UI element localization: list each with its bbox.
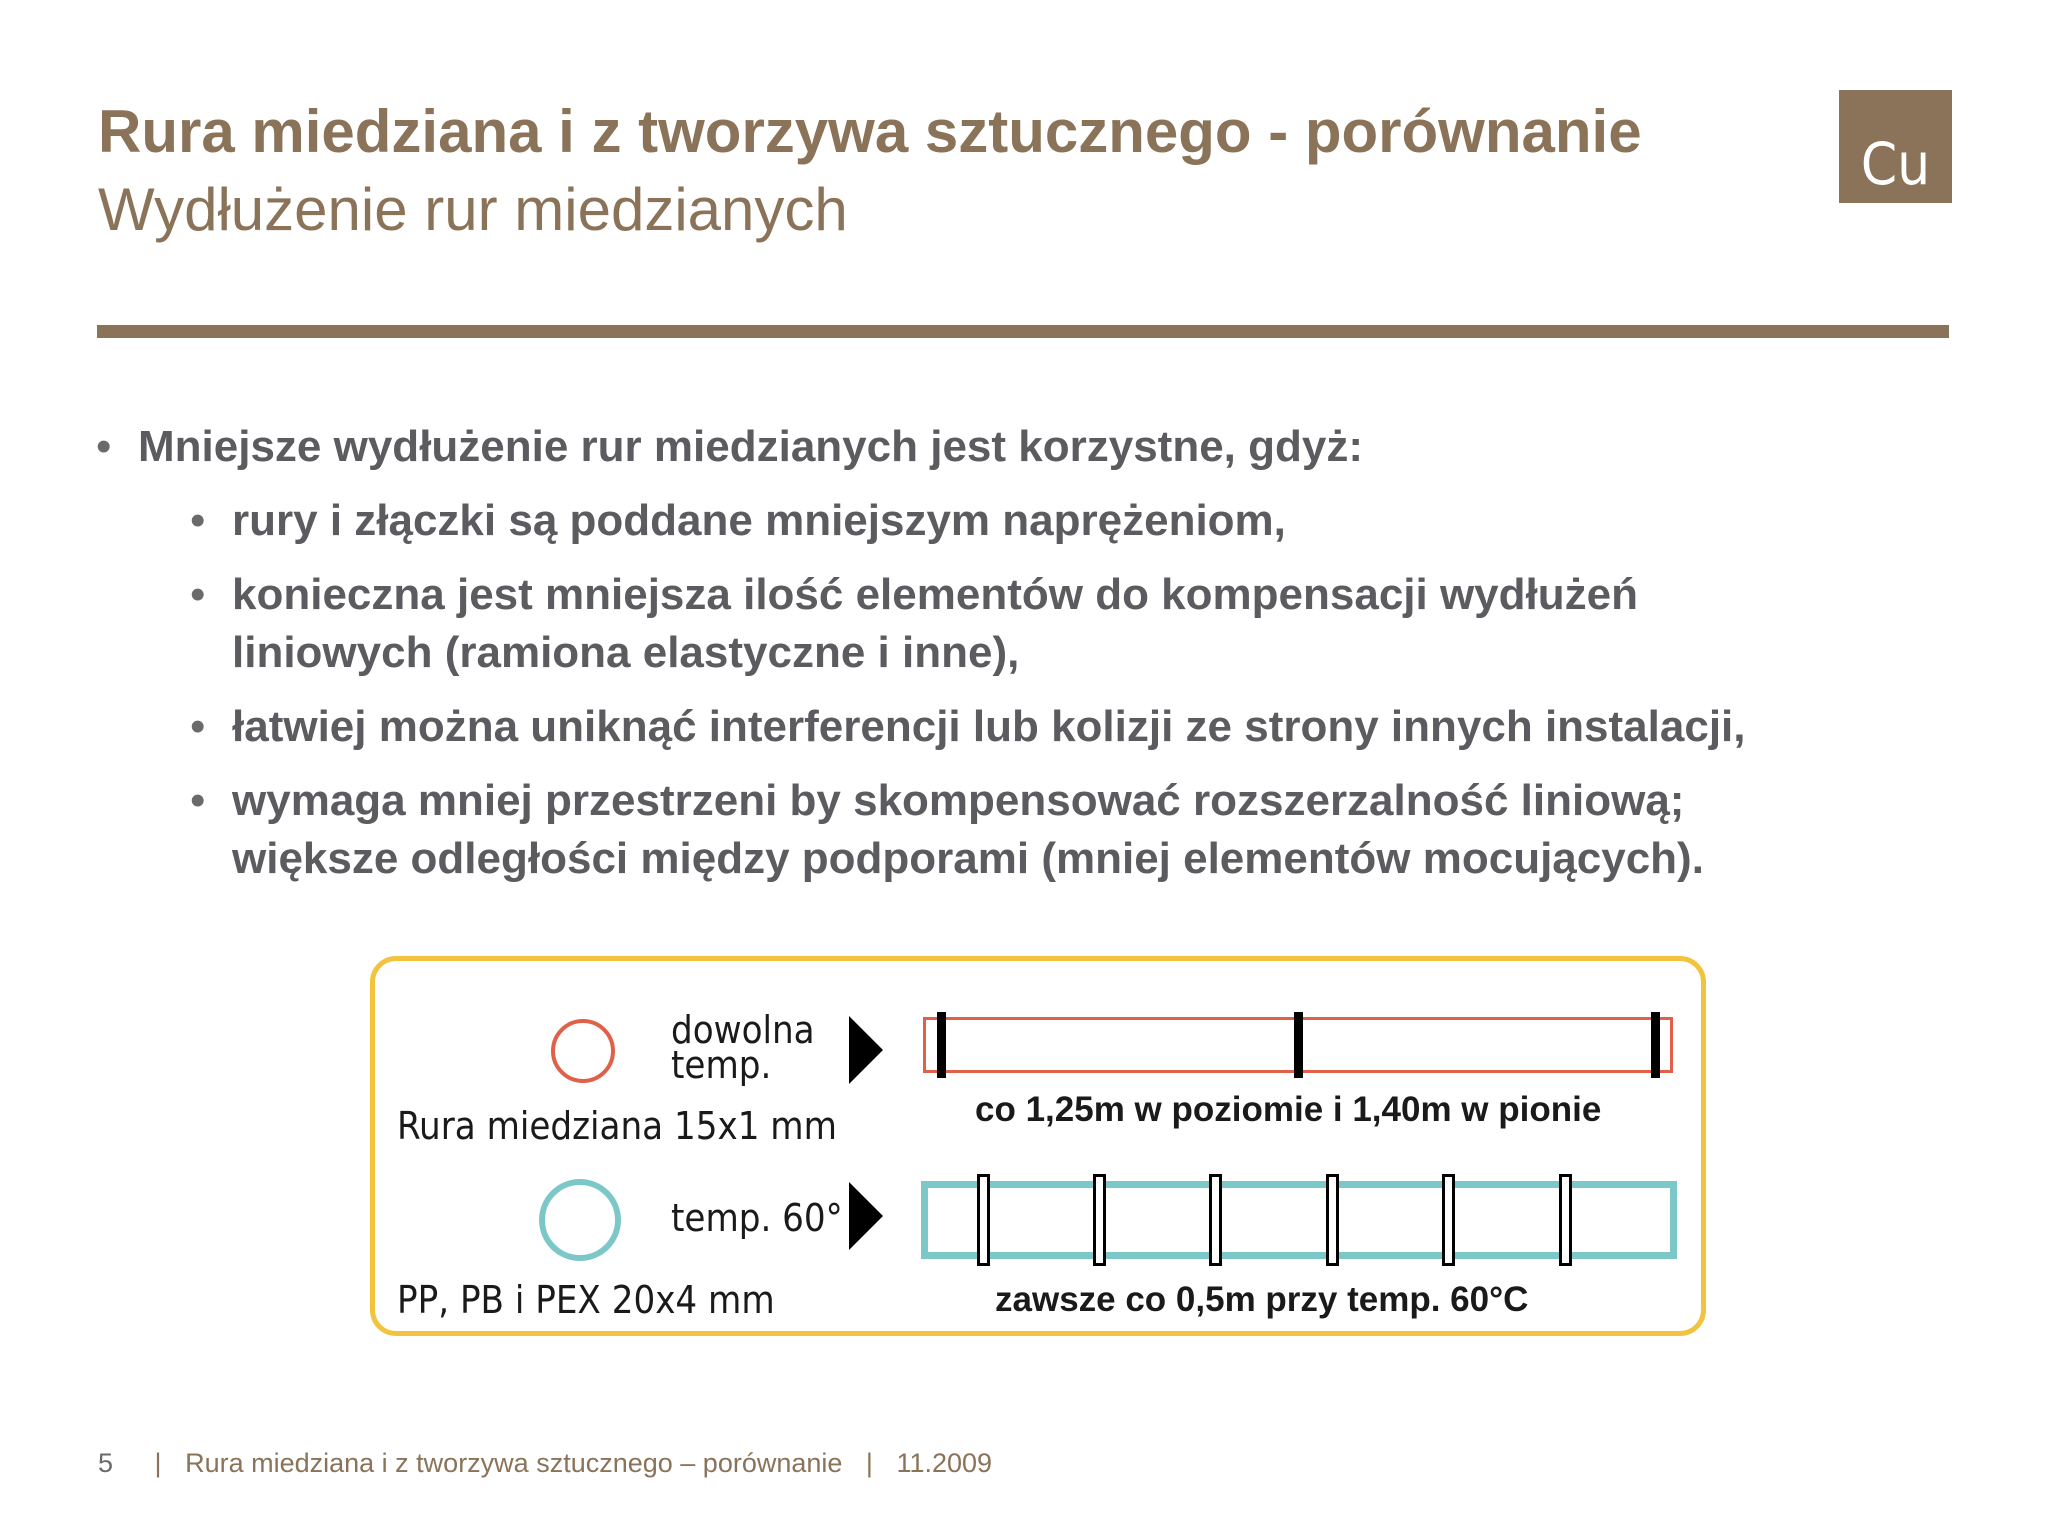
slide-subtitle: Wydłużenie rur miedzianych	[98, 176, 848, 243]
copper-temp-line2: temp.	[671, 1043, 772, 1087]
pipe-support-clip	[1651, 1012, 1660, 1078]
footer-text: Rura miedziana i z tworzywa sztucznego – porównanie	[185, 1448, 843, 1478]
bullet-dot-icon: •	[190, 496, 206, 545]
plastic-pipe	[921, 1181, 1677, 1259]
pipe-support-clip	[977, 1174, 990, 1266]
copper-pipe	[923, 1017, 1673, 1073]
cu-logo: Cu	[1839, 90, 1952, 203]
bullet-sub	[96, 566, 1976, 682]
bullet-sub	[96, 698, 1976, 756]
pipe-support-clip	[1093, 1174, 1106, 1266]
arrow-right-icon	[849, 1182, 883, 1250]
copper-pipe-cross-section-icon	[551, 1019, 615, 1083]
bullet-sub-text: wymaga mniej przestrzeni by skompensować rozszerzalność liniową;	[232, 776, 1685, 825]
bullet-list	[96, 418, 1976, 904]
title-divider	[97, 325, 1949, 338]
bullet-main-text: Mniejsze wydłużenie rur miedzianych jest korzystne, gdyż:	[138, 422, 1363, 471]
plastic-pipe-label: PP, PB i PEX 20x4 mm	[397, 1278, 775, 1322]
pipe-support-clip	[937, 1012, 946, 1078]
footer	[98, 1448, 1008, 1479]
pipe-support-diagram	[370, 956, 1706, 1336]
footer-date: 11.2009	[896, 1448, 993, 1478]
plastic-pipe-cross-section-icon	[539, 1179, 621, 1261]
bullet-dot-icon: •	[190, 702, 206, 751]
bullet-dot-icon: •	[190, 776, 206, 825]
copper-spacing-text: co 1,25m w poziomie i 1,40m w pionie	[975, 1090, 1602, 1129]
arrow-right-icon	[849, 1016, 883, 1084]
pipe-support-clip	[1559, 1174, 1572, 1266]
slide-title: Rura miedziana i z tworzywa sztucznego - porównanie	[98, 98, 1642, 165]
footer-separator: |	[865, 1448, 873, 1478]
bullet-sub-text: rury i złączki są poddane mniejszym naprężeniom,	[232, 496, 1286, 545]
bullet-dot-icon: •	[96, 422, 112, 471]
pipe-support-clip	[1294, 1012, 1303, 1078]
bullet-sub-text: liniowych (ramiona elastyczne i inne),	[232, 628, 1020, 677]
plastic-temp: temp. 60°	[671, 1196, 843, 1240]
bullet-sub-text: większe odległości między podporami (mniej elementów mocujących).	[232, 834, 1704, 883]
bullet-sub-text: konieczna jest mniejsza ilość elementów do kompensacji wydłużeń	[232, 570, 1638, 619]
pipe-support-clip	[1209, 1174, 1222, 1266]
copper-temp-line1: dowolna	[671, 1008, 815, 1052]
bullet-sub	[96, 772, 1976, 888]
pipe-support-clip	[1442, 1174, 1455, 1266]
page-number: 5	[98, 1448, 114, 1478]
bullet-sub-text: łatwiej można uniknąć interferencji lub kolizji ze strony innych instalacji,	[232, 702, 1746, 751]
bullet-main	[96, 418, 1976, 476]
copper-pipe-label: Rura miedziana 15x1 mm	[397, 1104, 837, 1148]
footer-separator: |	[154, 1448, 162, 1478]
pipe-support-clip	[1326, 1174, 1339, 1266]
bullet-sub	[96, 492, 1976, 550]
plastic-spacing-text: zawsze co 0,5m przy temp. 60°C	[995, 1280, 1529, 1319]
bullet-dot-icon: •	[190, 570, 206, 619]
